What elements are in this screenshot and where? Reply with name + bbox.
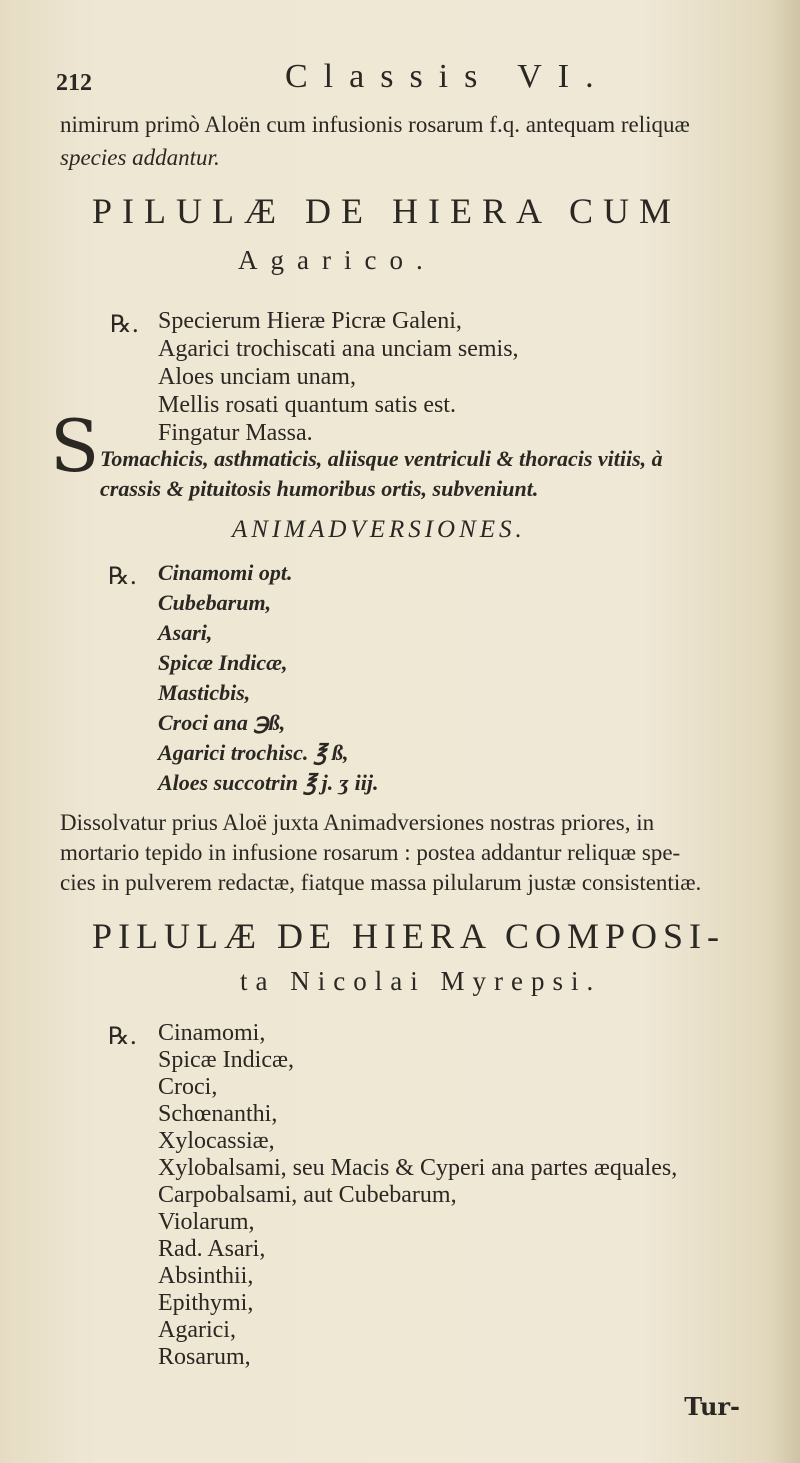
recipe-symbol-3: ℞.	[108, 1022, 138, 1050]
ingredient-line: Specierum Hieræ Picræ Galeni,	[158, 308, 462, 334]
ingredient-line: Xylobalsami, seu Macis & Cyperi ana partes æquales,	[158, 1155, 678, 1181]
indication-line-2: crassis & pituitosis humoribus ortis, subveniunt.	[100, 476, 539, 501]
running-head: Classis VI.	[285, 58, 610, 95]
ingredient-line: Cubebarum,	[158, 590, 272, 615]
drop-cap: S	[50, 404, 100, 488]
ingredient-line: Rad. Asari,	[158, 1236, 266, 1262]
ingredient-line: Mellis rosati quantum satis est.	[158, 392, 456, 418]
ingredient-line: Asari,	[158, 620, 213, 645]
section1-subtitle: Agarico.	[238, 245, 436, 275]
ingredient-line: Xylocassiæ,	[158, 1128, 275, 1154]
paragraph-line-3: cies in pulverem redactæ, fiatque massa pilularum justæ consistentiæ.	[60, 870, 702, 895]
ingredient-line: Aloes succotrin ℥ j. ʒ iij.	[158, 770, 379, 795]
ingredient-line: Absinthii,	[158, 1263, 254, 1289]
ingredient-line: Cinamomi,	[158, 1020, 266, 1046]
ingredient-line: Croci ana ℈ß,	[158, 710, 286, 735]
ingredient-line: Schœnanthi,	[158, 1101, 278, 1127]
ingredient-line: Spicæ Indicæ,	[158, 650, 288, 675]
ingredient-line: Spicæ Indicæ,	[158, 1047, 294, 1073]
ingredient-line: Agarici,	[158, 1317, 236, 1343]
ingredient-line: Masticbis,	[158, 680, 251, 705]
recipe-symbol-2: ℞.	[108, 562, 138, 590]
ingredient-line: Cinamomi opt.	[158, 560, 293, 585]
ingredient-line: Fingatur Massa.	[158, 420, 313, 446]
section1-title: PILULÆ DE HIERA CUM	[92, 191, 682, 231]
ingredient-line: Aloes unciam unam,	[158, 364, 356, 390]
paragraph-line-2: mortario tepido in infusione rosarum : postea addantur reliquæ spe-	[60, 840, 681, 865]
intro-line-1: nimirum primò Aloën cum infusionis rosarum f.q. antequam reliquæ	[60, 112, 690, 137]
page-number: 212	[56, 70, 92, 96]
ingredient-line: Epithymi,	[158, 1290, 254, 1316]
ingredient-line: Violarum,	[158, 1209, 255, 1235]
ingredient-line: Croci,	[158, 1074, 218, 1100]
ingredient-line: Agarici trochisc. ℥ ß,	[158, 740, 349, 765]
recipe-symbol-1: ℞.	[110, 310, 140, 338]
ingredient-line: Carpobalsami, aut Cubebarum,	[158, 1182, 457, 1208]
animadversiones-title: ANIMADVERSIONES.	[232, 516, 526, 543]
intro-line-2: species addantur.	[60, 145, 220, 170]
section2-title-line-1: PILULÆ DE HIERA COMPOSI-	[92, 916, 726, 956]
ingredient-line: Rosarum,	[158, 1344, 251, 1370]
catchword: Tur-	[684, 1392, 740, 1421]
ingredient-line: Agarici trochiscati ana unciam semis,	[158, 336, 519, 362]
indication-line-1: Tomachicis, asthmaticis, aliisque ventriculi & thoracis vitiis, à	[100, 446, 663, 471]
paragraph-line-1: Dissolvatur prius Aloë juxta Animadversiones nostras priores, in	[60, 810, 655, 835]
section2-title-line-2: ta Nicolai Myrepsi.	[240, 966, 602, 996]
